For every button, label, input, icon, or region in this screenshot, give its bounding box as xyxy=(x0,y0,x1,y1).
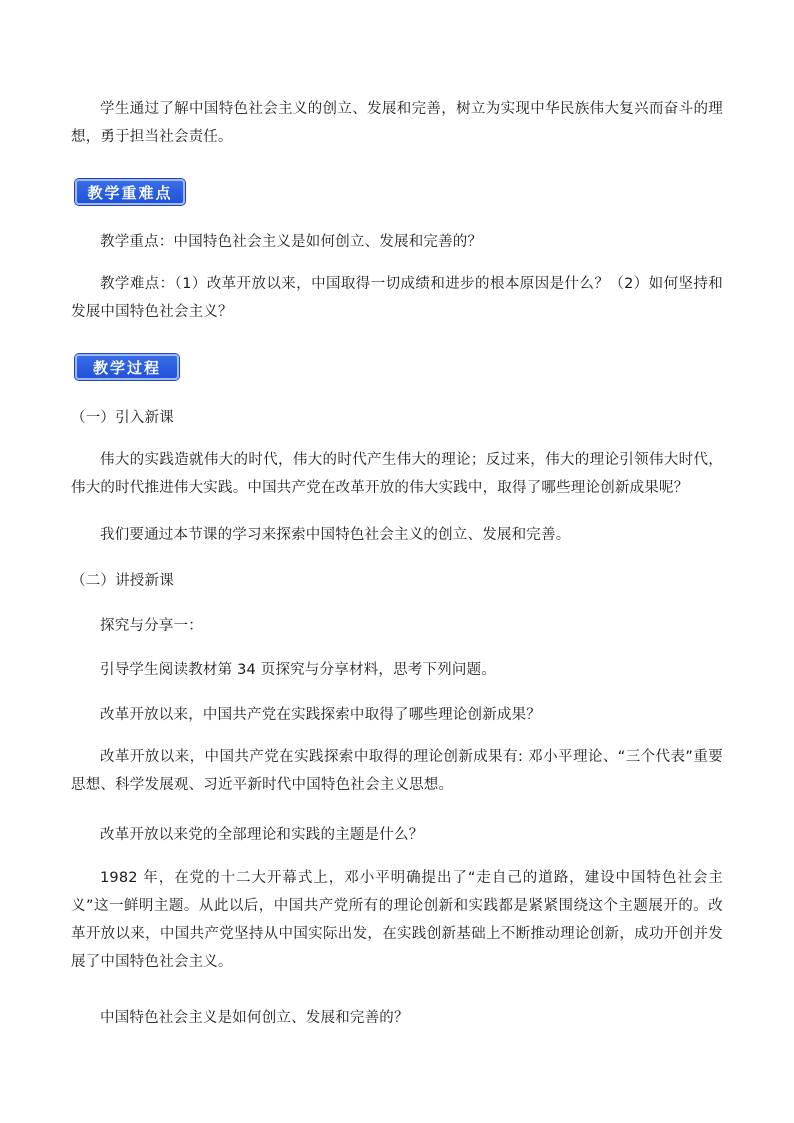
explore-title: 探究与分享一： xyxy=(100,618,203,634)
intro-summary-paragraph: 我们要通过本节课的学习来探索中国特色社会主义的创立、发展和完善。 xyxy=(100,527,571,543)
guide-paragraph: 引导学生阅读教材第 34 页探究与分享材料，思考下列问题。 xyxy=(100,662,496,678)
subheading-intro: （一）引入新课 xyxy=(71,410,174,426)
objective-paragraph: 学生通过了解中国特色社会主义的创立、发展和完善，树立为实现中华民族伟大复兴而奋斗的理想，勇于担当社会责任。 xyxy=(71,101,723,145)
key-point-paragraph: 教学重点：中国特色社会主义是如何创立、发展和完善的？ xyxy=(100,234,483,250)
section-badge-label: 教学过程 xyxy=(92,358,161,377)
intro-paragraph: 伟大的实践造就伟大的时代，伟大的时代产生伟大的理论；反过来，伟大的理论引领伟大时代，伟大的时代推进伟大实践。中国共产党在改革开放的伟大实践中，取得了哪些理论创新成果呢？ xyxy=(71,452,723,496)
subheading-teaching: （二）讲授新课 xyxy=(71,573,174,589)
answer-paragraph: 1982 年，在党的十二大开幕式上，邓小平明确提出了“走自己的道路，建设中国特色社会主义”这一鲜明主题。从此以后，中国共产党所有的理论创新和实践都是紧紧围绕这个主题展开的。改革开放以来，中国共产党坚持从中国实际出发，在实践创新基础上不断推动理论创新，成功开创并发展了中国特色社会主义。 xyxy=(71,870,723,970)
section-badge-key-points xyxy=(75,179,185,205)
question-paragraph: 中国特色社会主义是如何创立、发展和完善的？ xyxy=(100,1010,409,1026)
answer-paragraph: 改革开放以来，中国共产党在实践探索中取得的理论创新成果有: 邓小平理论、“三个代表”重要思想、科学发展观、习近平新时代中国特色社会主义思想。 xyxy=(71,749,723,793)
question-paragraph: 改革开放以来，中国共产党在实践探索中取得了哪些理论创新成果？ xyxy=(100,707,541,723)
section-badge-process xyxy=(75,354,179,380)
question-paragraph: 改革开放以来党的全部理论和实践的主题是什么？ xyxy=(100,827,424,843)
section-badge-label: 教学重难点 xyxy=(87,183,173,202)
difficult-point-paragraph: 教学难点：（1）改革开放以来，中国取得一切成绩和进步的根本原因是什么？（2）如何坚持和发展中国特色社会主义？ xyxy=(71,276,723,320)
